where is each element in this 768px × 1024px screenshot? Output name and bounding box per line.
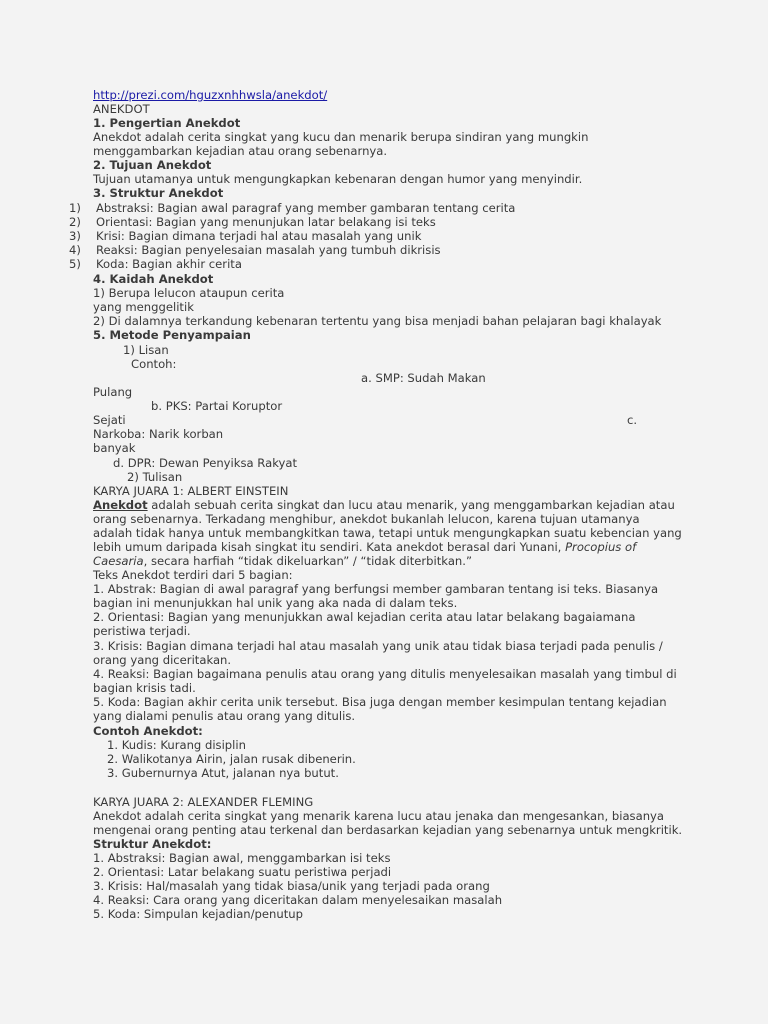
kaidah-item: yang menggelitik xyxy=(93,300,194,314)
metode-tulisan: 2) Tulisan xyxy=(127,470,183,484)
bagian-line: 4. Reaksi: Bagian bagaimana penulis atau orang yang ditulis menyelesaikan masalah yang timbul di xyxy=(93,667,677,681)
metode-contoh: Contoh: xyxy=(131,357,177,371)
metode-lisan: 1) Lisan xyxy=(123,343,169,357)
juara2-def-line: mengenai orang penting atau terkenal dan berdasarkan kejadian yang sebenarnya untuk mengkritik. xyxy=(93,823,683,837)
bagian-line: 1. Abstrak: Bagian di awal paragraf yang berfungsi member gambaran tentang isi teks. Biasanya xyxy=(93,582,659,596)
contoh-d: d. DPR: Dewan Penyiksa Rakyat xyxy=(113,456,298,470)
contoh-c-cont: Narkoba: Narik korban xyxy=(93,427,224,441)
juara2-struktur-heading: Struktur Anekdot: xyxy=(93,837,212,851)
contoh-anekdot-item: 3. Gubernurnya Atut, jalanan nya butut. xyxy=(107,766,339,780)
juara2-def-line: Anekdot adalah cerita singkat yang menarik karena lucu atau jenaka dan mengesankan, biasanya xyxy=(93,809,665,823)
pengertian-heading: 1. Pengertian Anekdot xyxy=(93,116,241,130)
kaidah-item: 2) Di dalamnya terkandung kebenaran tertentu yang bisa menjadi bahan pelajaran bagi khalayak xyxy=(93,314,662,328)
origin-meaning: , secara harfiah “tidak dikeluarkan” / “tidak diterbitkan.” xyxy=(143,554,472,568)
tujuan-text: Tujuan utamanya untuk mengungkapkan kebenaran dengan humor yang menyindir. xyxy=(93,172,583,186)
bagian-line: peristiwa terjadi. xyxy=(93,624,191,638)
juara1-title: KARYA JUARA 1: ALBERT EINSTEIN xyxy=(93,484,289,498)
juara2-struktur-item: 1. Abstraksi: Bagian awal, menggambarkan isi teks xyxy=(93,851,391,865)
contoh-b-cont: Sejati xyxy=(93,413,126,427)
struktur-item: Orientasi: Bagian yang menunjukan latar belakang isi teks xyxy=(96,215,436,229)
bagian-line: 3. Krisis: Bagian dimana terjadi hal atau masalah yang unik atau tidak biasa terjadi pada penulis / xyxy=(93,639,663,653)
origin-term: Procopius of xyxy=(565,540,637,554)
bagian-line: 2. Orientasi: Bagian yang menunjukkan awal kejadian cerita atau latar belakang bagaiamana xyxy=(93,610,636,624)
contoh-a: a. SMP: Sudah Makan xyxy=(361,371,486,385)
anekdot-term: Anekdot xyxy=(93,498,148,512)
juara1-def-rest: adalah sebuah cerita singkat dan lucu atau menarik, yang menggambarkan kejadian atau xyxy=(147,498,675,512)
struktur-num: 4) xyxy=(69,243,81,257)
struktur-item: Krisi: Bagian dimana terjadi hal atau masalah yang unik xyxy=(96,229,422,243)
bagian-line: bagian ini menunjukkan hal unik yang aka nada di dalam teks. xyxy=(93,596,458,610)
contoh-anekdot-heading: Contoh Anekdot: xyxy=(93,724,203,738)
document-title: ANEKDOT xyxy=(93,102,150,116)
contoh-a-cont: Pulang xyxy=(93,385,133,399)
struktur-item: Abstraksi: Bagian awal paragraf yang member gambaran tentang cerita xyxy=(96,201,516,215)
juara2-struktur-item: 4. Reaksi: Cara orang yang diceritakan dalam menyelesaikan masalah xyxy=(93,893,503,907)
bagian-line: bagian krisis tadi. xyxy=(93,681,196,695)
juara1-def-text: lebih umum daripada kisah singkat itu sendiri. Kata anekdot berasal dari Yunani, xyxy=(93,540,566,554)
bagian-line: yang dialami penulis atau orang yang ditulis. xyxy=(93,709,356,723)
kaidah-item: 1) Berupa lelucon ataupun cerita xyxy=(93,286,285,300)
prezi-link[interactable]: http://prezi.com/hguzxnhhwsla/anekdot/ xyxy=(93,88,328,102)
juara1-def-line xyxy=(93,498,675,512)
contoh-b: b. PKS: Partai Koruptor xyxy=(151,399,283,413)
pengertian-line: Anekdot adalah cerita singkat yang kucu dan menarik berupa sindiran yang mungkin xyxy=(93,130,589,144)
struktur-num: 3) xyxy=(69,229,81,243)
contoh-c-cont: banyak xyxy=(93,441,136,455)
juara2-struktur-item: 2. Orientasi: Latar belakang suatu peristiwa perjadi xyxy=(93,865,392,879)
contoh-anekdot-item: 1. Kudis: Kurang disiplin xyxy=(107,738,246,752)
origin-term: Caesaria xyxy=(93,554,144,568)
juara1-def-line: adalah tidak hanya untuk membangkitkan tawa, tetapi untuk mengungkapkan suatu kebencian yang xyxy=(93,526,682,540)
teks-intro: Teks Anekdot terdiri dari 5 bagian: xyxy=(93,568,293,582)
contoh-anekdot-item: 2. Walikotanya Airin, jalan rusak dibenerin. xyxy=(107,752,356,766)
tujuan-heading: 2. Tujuan Anekdot xyxy=(93,158,212,172)
struktur-heading: 3. Struktur Anekdot xyxy=(93,186,224,200)
struktur-num: 5) xyxy=(69,257,81,271)
struktur-num: 2) xyxy=(69,215,81,229)
bagian-line: 5. Koda: Bagian akhir cerita unik tersebut. Bisa juga dengan member kesimpulan tentang kejadian xyxy=(93,695,667,709)
struktur-num: 1) xyxy=(69,201,81,215)
juara2-title: KARYA JUARA 2: ALEXANDER FLEMING xyxy=(93,795,314,809)
juara1-def-line: orang sebenarnya. Terkadang menghibur, anekdot bukanlah lelucon, karena tujuan utamanya xyxy=(93,512,640,526)
kaidah-heading: 4. Kaidah Anekdot xyxy=(93,272,214,286)
juara2-struktur-item: 3. Krisis: Hal/masalah yang tidak biasa/unik yang terjadi pada orang xyxy=(93,879,490,893)
contoh-c: c. xyxy=(627,413,638,427)
struktur-item: Reaksi: Bagian penyelesaian masalah yang tumbuh dikrisis xyxy=(96,243,441,257)
struktur-item: Koda: Bagian akhir cerita xyxy=(96,257,242,271)
metode-heading: 5. Metode Penyampaian xyxy=(93,328,251,342)
juara2-struktur-item: 5. Koda: Simpulan kejadian/penutup xyxy=(93,907,304,921)
juara1-def-line xyxy=(93,540,636,554)
juara1-def-line xyxy=(93,554,472,568)
pengertian-line: menggambarkan kejadian atau orang sebenarnya. xyxy=(93,144,388,158)
bagian-line: orang yang diceritakan. xyxy=(93,653,232,667)
